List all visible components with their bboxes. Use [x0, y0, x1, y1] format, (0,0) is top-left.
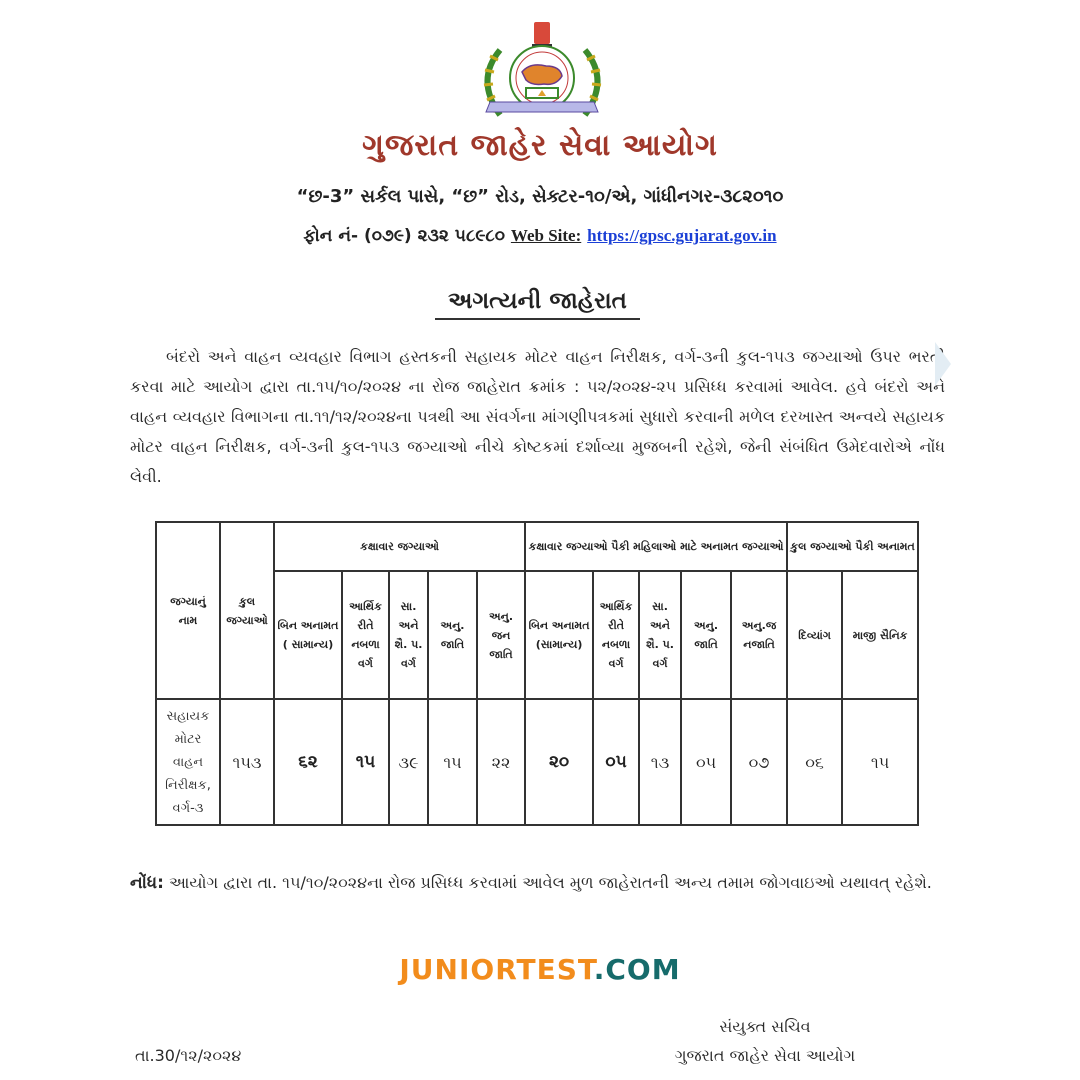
header-post-name: જગ્યાનું નામ — [156, 522, 220, 699]
cell-women-general: ૨૦ — [525, 699, 593, 825]
brand-name-part1: JUNIORTEST — [399, 953, 594, 986]
notice-body-text: બંદરો અને વાહન વ્યવહાર વિભાગ હસ્તકની સહાયક મોટર વાહન નિરીક્ષક, વર્ગ-૩ની કુલ-૧૫૩ જગ્યાઓ ઉપર ભરતી કરવા માટે આયોગ દ્વારા તા.૧૫/૧૦/૨૦૨૪ ના રોજ જાહેરાત ક્રમાંક : ૫૨/૨૦૨૪-૨૫ પ્રસિધ્ધ કરવામાં આવેલ. હવે બંદરો અને વાહન વ્યવહાર વિભાગના તા.૧૧/૧૨/૨૦૨૪ના પત્રથી આ સંવર્ગના માંગણીપત્રકમાં સુધારો કરવાની મળેલ દરખાસ્ત અન્વયે સહાયક મોટર વાહન નિરીક્ષક, વર્ગ-૩ની કુલ-૧૫૩ જગ્યાઓ નીચે કોષ્ટકમાં દર્શાવ્યા મુજબની રહેશે, જેની સંબંધિત ઉમેદવારોએ નોંધ લેવી. — [130, 347, 945, 486]
cell-post-name: સહાયક મોટર વાહન નિરીક્ષક, વર્ગ-૩ — [156, 699, 220, 825]
brand-name-part2: .COM — [593, 953, 681, 986]
header-total-reserved: કુલ જગ્યાઓ પૈકી અનામત — [787, 522, 918, 571]
cell-cat-sc: ૧૫ — [428, 699, 477, 825]
cell-women-sebc: ૧૩ — [639, 699, 681, 825]
cell-cat-general: ૬૨ — [274, 699, 342, 825]
gpsc-emblem-icon — [470, 20, 615, 120]
contact-line — [0, 226, 1080, 246]
header-women-st: અનુ.જ નજાતિ — [731, 571, 787, 699]
header-women-sebc: સા. અને શૈ. પ. વર્ગ — [639, 571, 681, 699]
note-text: આયોગ દ્વારા તા. ૧૫/૧૦/૨૦૨૪ના રોજ પ્રસિધ્ધ કરવામાં આવેલ મુળ જાહેરાતની અન્ય તમામ જોગવાઇઓ યથાવત્ રહેશે. — [169, 873, 932, 892]
header-category-posts: કક્ષાવાર જગ્યાઓ — [274, 522, 525, 571]
vacancy-table — [155, 521, 919, 826]
header-cat-ews: આર્થિક રીતે નબળા વર્ગ — [342, 571, 389, 699]
gpsc-logo — [470, 20, 615, 120]
watermark-triangle-icon — [935, 342, 951, 386]
header-cat-sebc: સા. અને શૈ. પ. વર્ગ — [389, 571, 428, 699]
header-total-posts: કુલ જગ્યાઓ — [220, 522, 274, 699]
notice-body — [130, 342, 945, 492]
phone-number: ફોન નં- (૦૭૯) ૨૩૨ ૫૮૯૮૦ — [303, 226, 505, 246]
cell-ex-servicemen: ૧૫ — [842, 699, 918, 825]
header-women-reserved: કક્ષાવાર જગ્યાઓ પૈકી મહિલાઓ માટે અનામત જગ્યાઓ — [525, 522, 787, 571]
signatory-organization: ગુજરાત જાહેર સેવા આયોગ — [674, 1046, 856, 1065]
notice-title: અગત્યની જાહેરાત — [435, 288, 640, 320]
cell-women-sc: ૦૫ — [681, 699, 731, 825]
header-cat-general: બિન અનામત ( સામાન્ય) — [274, 571, 342, 699]
note-section — [130, 866, 945, 900]
cell-cat-st: ૨૨ — [477, 699, 525, 825]
signatory-designation: સંયુક્ત સચિવ — [719, 1017, 811, 1036]
cell-women-st: ૦૭ — [731, 699, 787, 825]
website-label: Web Site: — [510, 226, 582, 245]
header-women-general: બિન અનામત (સામાન્ય) — [525, 571, 593, 699]
brand-watermark — [0, 953, 1080, 986]
notice-date: તા.30/૧૨/૨૦૨૪ — [135, 1046, 242, 1065]
office-address: “છ-3” સર્કલ પાસે, “છ” રોડ, સેક્ટર-૧૦/એ, ગાંધીનગર-૩૮૨૦૧૦ — [296, 186, 784, 207]
table-header-row-1 — [156, 522, 918, 571]
cell-total: ૧૫૩ — [220, 699, 274, 825]
header-ex-servicemen: માજી સૈનિક — [842, 571, 918, 699]
note-label: નોંધ: — [130, 873, 164, 893]
organization-title: ગુજરાત જાહેર સેવા આયોગ — [362, 128, 718, 163]
cell-cat-ews: ૧૫ — [342, 699, 389, 825]
header-cat-sc: અનુ. જાતિ — [428, 571, 477, 699]
header-cat-st: અનુ. જન જાતિ — [477, 571, 525, 699]
cell-disabled: ૦૬ — [787, 699, 842, 825]
cell-women-ews: ૦૫ — [593, 699, 639, 825]
header-women-ews: આર્થિક રીતે નબળા વર્ગ — [593, 571, 639, 699]
cell-cat-sebc: ૩૯ — [389, 699, 428, 825]
header-women-sc: અનુ. જાતિ — [681, 571, 731, 699]
table-row — [156, 699, 918, 825]
header-disabled: દિવ્યાંગ — [787, 571, 842, 699]
website-link[interactable]: https://gpsc.gujarat.gov.in — [587, 226, 777, 245]
